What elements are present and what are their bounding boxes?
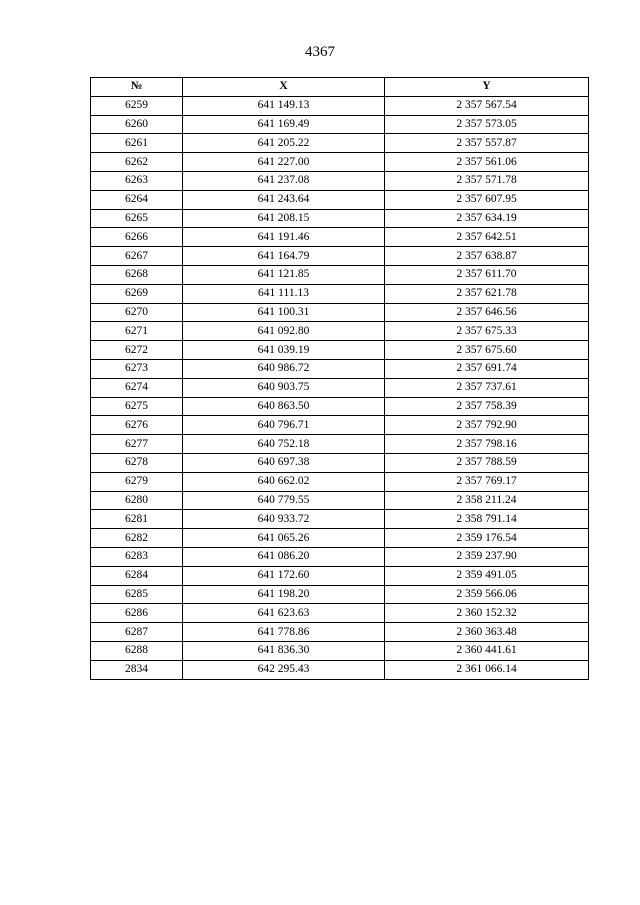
- cell-y: 2 360 152.32: [385, 604, 589, 623]
- cell-number: 6270: [91, 303, 183, 322]
- cell-x: 641 065.26: [183, 529, 385, 548]
- cell-x: 640 863.50: [183, 397, 385, 416]
- cell-y: 2 357 573.05: [385, 115, 589, 134]
- cell-number: 6277: [91, 435, 183, 454]
- cell-x: 641 237.08: [183, 171, 385, 190]
- cell-y: 2 357 611.70: [385, 265, 589, 284]
- table-row: [91, 472, 589, 491]
- cell-number: 6263: [91, 171, 183, 190]
- cell-y: 2 359 237.90: [385, 547, 589, 566]
- cell-x: 641 169.49: [183, 115, 385, 134]
- cell-x: 641 100.31: [183, 303, 385, 322]
- cell-y: 2 357 638.87: [385, 247, 589, 266]
- table-row: [91, 491, 589, 510]
- table-row: [91, 604, 589, 623]
- cell-number: 6278: [91, 453, 183, 472]
- cell-y: 2 360 363.48: [385, 623, 589, 642]
- cell-number: 6273: [91, 359, 183, 378]
- cell-y: 2 358 211.24: [385, 491, 589, 510]
- cell-x: 641 086.20: [183, 547, 385, 566]
- cell-y: 2 357 758.39: [385, 397, 589, 416]
- table-row: [91, 96, 589, 115]
- table-row: [91, 303, 589, 322]
- table-row: [91, 228, 589, 247]
- cell-y: 2 357 769.17: [385, 472, 589, 491]
- cell-x: 641 623.63: [183, 604, 385, 623]
- table-row: [91, 453, 589, 472]
- cell-number: 6268: [91, 265, 183, 284]
- table-row: [91, 510, 589, 529]
- cell-y: 2 357 737.61: [385, 378, 589, 397]
- table-row: [91, 247, 589, 266]
- cell-number: 6286: [91, 604, 183, 623]
- cell-number: 6275: [91, 397, 183, 416]
- cell-x: 641 092.80: [183, 322, 385, 341]
- cell-y: 2 361 066.14: [385, 660, 589, 679]
- column-header-y: Y: [385, 78, 589, 97]
- table-row: [91, 190, 589, 209]
- cell-number: 6280: [91, 491, 183, 510]
- cell-x: 641 836.30: [183, 641, 385, 660]
- cell-number: 6283: [91, 547, 183, 566]
- cell-number: 6264: [91, 190, 183, 209]
- table-row: [91, 397, 589, 416]
- cell-number: 6288: [91, 641, 183, 660]
- table-row: [91, 660, 589, 679]
- cell-y: 2 357 792.90: [385, 416, 589, 435]
- cell-number: 6281: [91, 510, 183, 529]
- cell-number: 6287: [91, 623, 183, 642]
- cell-number: 6271: [91, 322, 183, 341]
- cell-x: 640 779.55: [183, 491, 385, 510]
- cell-y: 2 357 675.33: [385, 322, 589, 341]
- cell-number: 6285: [91, 585, 183, 604]
- cell-x: 640 662.02: [183, 472, 385, 491]
- cell-number: 6260: [91, 115, 183, 134]
- table-row: [91, 547, 589, 566]
- table-row: [91, 416, 589, 435]
- column-header-x: X: [183, 78, 385, 97]
- table-body: [91, 96, 589, 679]
- table-row: [91, 529, 589, 548]
- cell-x: 640 903.75: [183, 378, 385, 397]
- table-row: [91, 435, 589, 454]
- cell-y: 2 357 634.19: [385, 209, 589, 228]
- cell-number: 6272: [91, 341, 183, 360]
- cell-number: 6284: [91, 566, 183, 585]
- cell-y: 2 357 561.06: [385, 153, 589, 172]
- table-header-row: [91, 78, 589, 97]
- cell-y: 2 357 798.16: [385, 435, 589, 454]
- table-row: [91, 585, 589, 604]
- table-header: [91, 78, 589, 97]
- cell-x: 641 164.79: [183, 247, 385, 266]
- cell-x: 640 752.18: [183, 435, 385, 454]
- table-row: [91, 341, 589, 360]
- cell-y: 2 360 441.61: [385, 641, 589, 660]
- cell-x: 642 295.43: [183, 660, 385, 679]
- cell-y: 2 357 646.56: [385, 303, 589, 322]
- cell-x: 641 149.13: [183, 96, 385, 115]
- cell-x: 641 191.46: [183, 228, 385, 247]
- cell-y: 2 357 675.60: [385, 341, 589, 360]
- table-row: [91, 359, 589, 378]
- cell-number: 6259: [91, 96, 183, 115]
- cell-number: 6262: [91, 153, 183, 172]
- table-row: [91, 171, 589, 190]
- cell-y: 2 359 491.05: [385, 566, 589, 585]
- table-row: [91, 566, 589, 585]
- cell-y: 2 357 567.54: [385, 96, 589, 115]
- cell-x: 641 778.86: [183, 623, 385, 642]
- cell-number: 6279: [91, 472, 183, 491]
- column-header-number: №: [91, 78, 183, 97]
- cell-x: 640 796.71: [183, 416, 385, 435]
- cell-number: 6265: [91, 209, 183, 228]
- cell-number: 6269: [91, 284, 183, 303]
- cell-number: 6274: [91, 378, 183, 397]
- table-row: [91, 623, 589, 642]
- cell-y: 2 357 691.74: [385, 359, 589, 378]
- table-row: [91, 378, 589, 397]
- table-row: [91, 134, 589, 153]
- cell-number: 6261: [91, 134, 183, 153]
- cell-x: 641 172.60: [183, 566, 385, 585]
- cell-y: 2 359 566.06: [385, 585, 589, 604]
- table-row: [91, 209, 589, 228]
- cell-y: 2 357 607.95: [385, 190, 589, 209]
- table-row: [91, 322, 589, 341]
- coordinates-table: [90, 77, 589, 680]
- cell-x: 640 697.38: [183, 453, 385, 472]
- cell-x: 640 933.72: [183, 510, 385, 529]
- table-row: [91, 641, 589, 660]
- table-row: [91, 153, 589, 172]
- cell-y: 2 357 642.51: [385, 228, 589, 247]
- cell-x: 641 198.20: [183, 585, 385, 604]
- table-row: [91, 265, 589, 284]
- cell-x: 640 986.72: [183, 359, 385, 378]
- page-number: 4367: [305, 44, 335, 60]
- cell-number: 6282: [91, 529, 183, 548]
- cell-number: 2834: [91, 660, 183, 679]
- cell-x: 641 243.64: [183, 190, 385, 209]
- table-row: [91, 284, 589, 303]
- cell-y: 2 358 791.14: [385, 510, 589, 529]
- cell-number: 6266: [91, 228, 183, 247]
- cell-x: 641 039.19: [183, 341, 385, 360]
- cell-x: 641 121.85: [183, 265, 385, 284]
- cell-y: 2 357 571.78: [385, 171, 589, 190]
- cell-y: 2 359 176.54: [385, 529, 589, 548]
- cell-y: 2 357 557.87: [385, 134, 589, 153]
- cell-y: 2 357 621.78: [385, 284, 589, 303]
- cell-x: 641 227.00: [183, 153, 385, 172]
- cell-x: 641 205.22: [183, 134, 385, 153]
- cell-x: 641 208.15: [183, 209, 385, 228]
- cell-number: 6267: [91, 247, 183, 266]
- cell-x: 641 111.13: [183, 284, 385, 303]
- table-row: [91, 115, 589, 134]
- cell-number: 6276: [91, 416, 183, 435]
- cell-y: 2 357 788.59: [385, 453, 589, 472]
